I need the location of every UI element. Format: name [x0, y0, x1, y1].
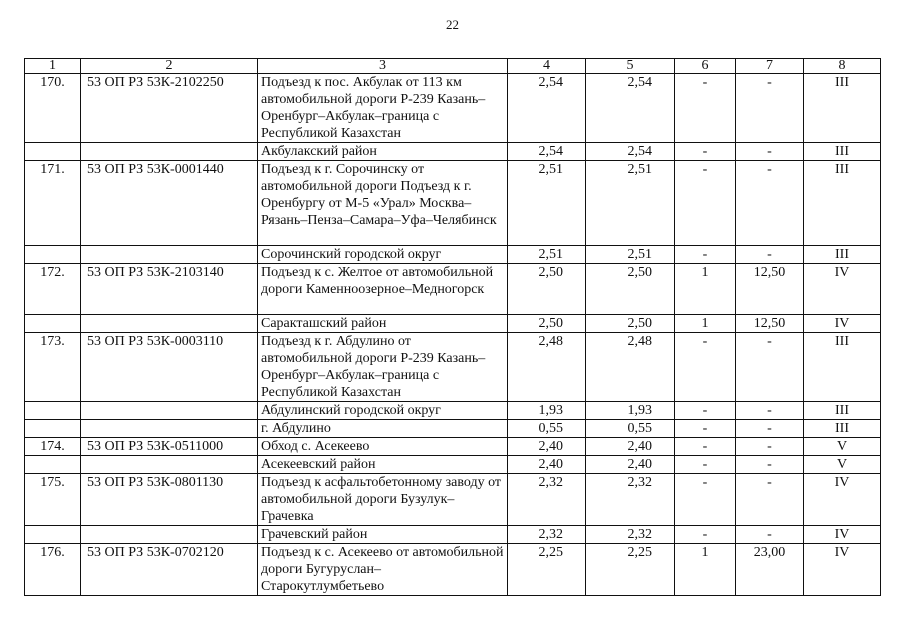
road-name-cell: Подъезд к с. Желтое от автомобильной дороги Каменноозерное–Медногорск	[258, 264, 508, 315]
length-cell: 2,32	[508, 526, 586, 544]
count-cell: -	[675, 402, 736, 420]
length-cell-2: 2,32	[586, 526, 675, 544]
table-row	[25, 161, 881, 246]
road-name-cell: Подъезд к пос. Акбулак от 113 км автомобильной дороги Р-239 Казань–Оренбург–Акбулак–граница с Республикой Казахстан	[258, 74, 508, 143]
road-code-cell: 53 ОП РЗ 53К-0003110	[81, 333, 258, 402]
road-code-cell: 53 ОП РЗ 53К-2102250	[81, 74, 258, 143]
category-cell: III	[804, 74, 881, 143]
row-number-cell	[25, 526, 81, 544]
length-cell: 2,50	[508, 315, 586, 333]
length-cell: 2,40	[508, 438, 586, 456]
table-subrow	[25, 402, 881, 420]
category-cell: III	[804, 333, 881, 402]
road-code-cell	[81, 402, 258, 420]
length-cell-2: 2,51	[586, 246, 675, 264]
value-cell: 23,00	[736, 544, 804, 596]
value-cell: -	[736, 246, 804, 264]
road-name-cell: Подъезд к г. Абдулино от автомобильной дороги Р-239 Казань–Оренбург–Акбулак–граница с Республикой Казахстан	[258, 333, 508, 402]
length-cell-2: 2,48	[586, 333, 675, 402]
roads-table	[24, 58, 881, 596]
road-name-cell: Подъезд к г. Сорочинску от автомобильной дороги Подъезд к г. Оренбургу от М-5 «Урал» Москва–Рязань–Пенза–Самара–Уфа–Челябинск	[258, 161, 508, 246]
value-cell: -	[736, 420, 804, 438]
page-number: 22	[446, 17, 459, 32]
count-cell: -	[675, 438, 736, 456]
length-cell-2: 2,50	[586, 264, 675, 315]
value-cell: 12,50	[736, 264, 804, 315]
length-cell: 1,93	[508, 402, 586, 420]
row-number-cell: 173.	[25, 333, 81, 402]
header-cell: 7	[736, 59, 804, 74]
length-cell: 2,51	[508, 161, 586, 246]
table-row	[25, 264, 881, 315]
row-number-cell	[25, 143, 81, 161]
header-cell: 8	[804, 59, 881, 74]
table-subrow	[25, 143, 881, 161]
table-subrow	[25, 315, 881, 333]
length-cell-2: 1,93	[586, 402, 675, 420]
value-cell: -	[736, 161, 804, 246]
header-cell: 6	[675, 59, 736, 74]
table-row	[25, 474, 881, 526]
value-cell: -	[736, 402, 804, 420]
length-cell-2: 2,40	[586, 456, 675, 474]
road-code-cell	[81, 526, 258, 544]
road-code-cell	[81, 246, 258, 264]
count-cell: -	[675, 333, 736, 402]
length-cell-2: 2,50	[586, 315, 675, 333]
header-row	[25, 59, 881, 74]
table-subrow	[25, 456, 881, 474]
category-cell: IV	[804, 526, 881, 544]
category-cell: III	[804, 161, 881, 246]
count-cell: -	[675, 246, 736, 264]
length-cell-2: 2,40	[586, 438, 675, 456]
count-cell: -	[675, 474, 736, 526]
count-cell: -	[675, 143, 736, 161]
length-cell: 0,55	[508, 420, 586, 438]
row-number-cell	[25, 315, 81, 333]
road-name-cell: Асекеевский район	[258, 456, 508, 474]
category-cell: III	[804, 246, 881, 264]
road-code-cell: 53 ОП РЗ 53К-0801130	[81, 474, 258, 526]
table-subrow	[25, 526, 881, 544]
length-cell: 2,40	[508, 456, 586, 474]
length-cell: 2,48	[508, 333, 586, 402]
category-cell: IV	[804, 474, 881, 526]
length-cell: 2,25	[508, 544, 586, 596]
row-number-cell	[25, 402, 81, 420]
row-number-cell	[25, 420, 81, 438]
length-cell: 2,51	[508, 246, 586, 264]
road-name-cell: Саракташский район	[258, 315, 508, 333]
category-cell: III	[804, 420, 881, 438]
road-name-cell: Подъезд к асфальтобетонному заводу от автомобильной дороги Бузулук–Грачевка	[258, 474, 508, 526]
length-cell: 2,54	[508, 143, 586, 161]
length-cell-2: 2,54	[586, 143, 675, 161]
road-code-cell	[81, 456, 258, 474]
row-number-cell: 171.	[25, 161, 81, 246]
table-row	[25, 74, 881, 143]
table-row	[25, 544, 881, 596]
value-cell: -	[736, 474, 804, 526]
road-name-cell: Абдулинский городской округ	[258, 402, 508, 420]
road-name-cell: Акбулакский район	[258, 143, 508, 161]
length-cell-2: 2,25	[586, 544, 675, 596]
row-number-cell: 175.	[25, 474, 81, 526]
count-cell: 1	[675, 264, 736, 315]
length-cell-2: 2,32	[586, 474, 675, 526]
count-cell: -	[675, 456, 736, 474]
category-cell: III	[804, 402, 881, 420]
road-name-cell: Подъезд к с. Асекеево от автомобильной дороги Бугуруслан–Старокутлумбетьево	[258, 544, 508, 596]
category-cell: IV	[804, 544, 881, 596]
value-cell: -	[736, 333, 804, 402]
road-name-cell: Обход с. Асекеево	[258, 438, 508, 456]
road-code-cell	[81, 420, 258, 438]
table-row	[25, 333, 881, 402]
category-cell: IV	[804, 264, 881, 315]
length-cell: 2,50	[508, 264, 586, 315]
header-cell: 1	[25, 59, 81, 74]
road-code-cell: 53 ОП РЗ 53К-0702120	[81, 544, 258, 596]
road-name-cell: г. Абдулино	[258, 420, 508, 438]
category-cell: V	[804, 438, 881, 456]
header-cell: 2	[81, 59, 258, 74]
row-number-cell: 176.	[25, 544, 81, 596]
count-cell: 1	[675, 544, 736, 596]
count-cell: 1	[675, 315, 736, 333]
category-cell: III	[804, 143, 881, 161]
value-cell: -	[736, 456, 804, 474]
row-number-cell	[25, 456, 81, 474]
road-code-cell: 53 ОП РЗ 53К-0001440	[81, 161, 258, 246]
row-number-cell	[25, 246, 81, 264]
road-name-cell: Грачевский район	[258, 526, 508, 544]
category-cell: IV	[804, 315, 881, 333]
length-cell-2: 0,55	[586, 420, 675, 438]
header-cell: 5	[586, 59, 675, 74]
length-cell-2: 2,54	[586, 74, 675, 143]
value-cell: -	[736, 526, 804, 544]
length-cell-2: 2,51	[586, 161, 675, 246]
count-cell: -	[675, 161, 736, 246]
length-cell: 2,54	[508, 74, 586, 143]
table-body	[25, 59, 881, 596]
count-cell: -	[675, 74, 736, 143]
value-cell: 12,50	[736, 315, 804, 333]
row-number-cell: 170.	[25, 74, 81, 143]
table-subrow	[25, 420, 881, 438]
count-cell: -	[675, 526, 736, 544]
row-number-cell: 174.	[25, 438, 81, 456]
header-cell: 4	[508, 59, 586, 74]
road-code-cell: 53 ОП РЗ 53К-0511000	[81, 438, 258, 456]
count-cell: -	[675, 420, 736, 438]
value-cell: -	[736, 74, 804, 143]
length-cell: 2,32	[508, 474, 586, 526]
value-cell: -	[736, 438, 804, 456]
road-code-cell: 53 ОП РЗ 53К-2103140	[81, 264, 258, 315]
table-subrow	[25, 246, 881, 264]
header-cell: 3	[258, 59, 508, 74]
table-row	[25, 438, 881, 456]
road-name-cell: Сорочинский городской округ	[258, 246, 508, 264]
value-cell: -	[736, 143, 804, 161]
row-number-cell: 172.	[25, 264, 81, 315]
category-cell: V	[804, 456, 881, 474]
road-code-cell	[81, 143, 258, 161]
road-code-cell	[81, 315, 258, 333]
